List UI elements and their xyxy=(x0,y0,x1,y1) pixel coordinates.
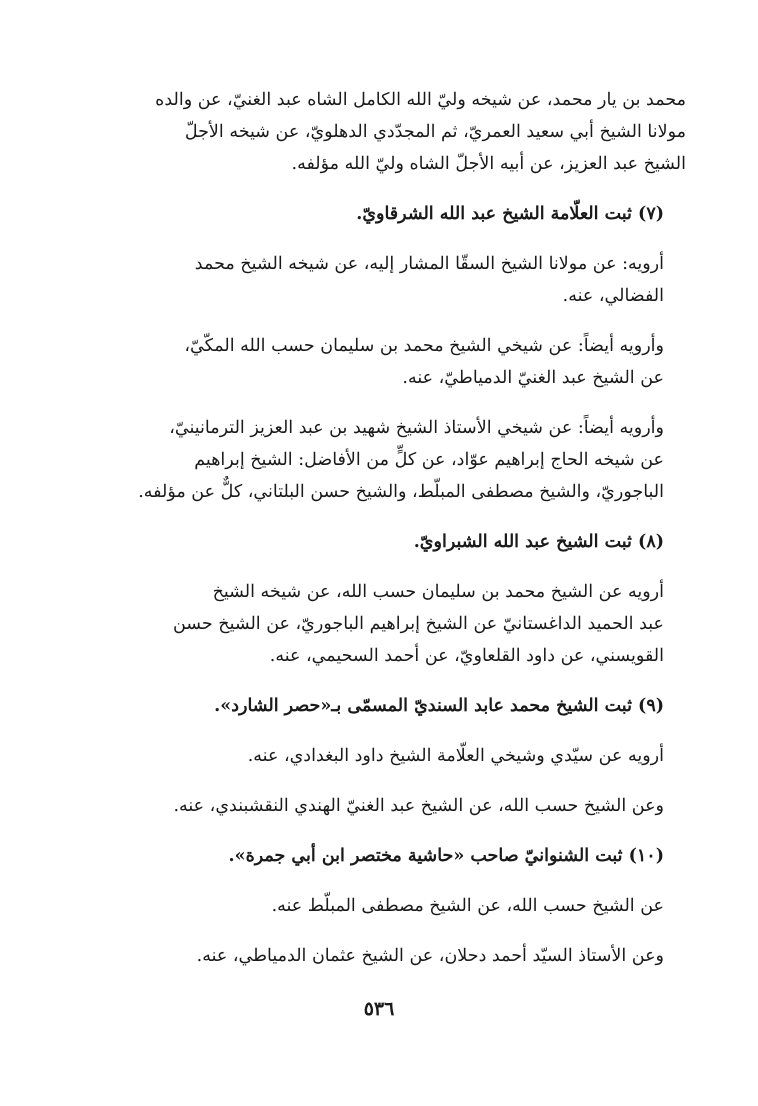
section-heading: (٩) ثبت الشيخ محمد عابد السنديّ المسمّى بـ«حصر الشارد». xyxy=(214,696,664,716)
paragraph xyxy=(78,790,686,822)
text-line: أرويه: عن مولانا الشيخ السقّا المشار إليه، عن شيخه الشيخ محمد xyxy=(194,254,664,274)
paragraph xyxy=(78,248,686,312)
paragraph xyxy=(78,412,686,508)
text-line: أرويه عن الشيخ محمد بن سليمان حسب الله، عن شيخه الشيخ xyxy=(212,582,664,602)
paragraph xyxy=(78,84,686,180)
text-line: وعن الشيخ حسب الله، عن الشيخ عبد الغنيّ الهندي النقشبندي، عنه. xyxy=(173,796,664,816)
paragraph xyxy=(78,576,686,672)
section-heading: (٨) ثبت الشيخ عبد الله الشبراويّ. xyxy=(413,532,664,552)
text-line: وعن الأستاذ السيّد أحمد دحلان، عن الشيخ عثمان الدمياطي، عنه. xyxy=(196,946,664,966)
text-line: الباجوريّ، والشيخ مصطفى المبلّط، والشيخ حسن البلتاني، كلٌّ عن مؤلفه. xyxy=(138,482,664,502)
paragraph xyxy=(78,890,686,922)
paragraph xyxy=(78,740,686,772)
text-line: عن شيخه الحاج إبراهيم عوّاد، عن كلٍّ من الأفاضل: الشيخ إبراهيم xyxy=(194,450,664,470)
page-number: ٥٣٦ xyxy=(363,998,395,1020)
paragraph xyxy=(78,330,686,394)
text-line: الشيخ عبد العزيز، عن أبيه الأجلّ الشاه وليّ الله مؤلفه. xyxy=(291,154,686,174)
text-line: وأرويه أيضاً: عن شيخي الأستاذ الشيخ شهيد بن عبد العزيز الترمانينيّ، xyxy=(169,418,664,438)
text-line: عن الشيخ حسب الله، عن الشيخ مصطفى المبلّط عنه. xyxy=(271,896,664,916)
section-heading: (٧) ثبت العلّامة الشيخ عبد الله الشرقاويّ. xyxy=(356,204,664,224)
page-body xyxy=(78,84,686,990)
text-line: القويسني، عن داود القلعاويّ، عن أحمد السحيمي، عنه. xyxy=(269,646,664,666)
text-line: الفضالي، عنه. xyxy=(562,286,664,306)
text-line: عبد الحميد الداغستانيّ عن الشيخ إبراهيم الباجوريّ، عن الشيخ حسن xyxy=(172,614,664,634)
text-line: وأرويه أيضاً: عن شيخي الشيخ محمد بن سليمان حسب الله المكّيّ، xyxy=(184,336,664,356)
text-line: أرويه عن سيّدي وشيخي العلّامة الشيخ داود البغدادي، عنه. xyxy=(247,746,664,766)
paragraph xyxy=(78,940,686,972)
text-line: مولانا الشيخ أبي سعيد العمريّ، ثم المجدّدي الدهلويّ، عن شيخه الأجلّ xyxy=(184,122,686,142)
text-line: محمد بن يار محمد، عن شيخه وليّ الله الكامل الشاه عبد الغنيّ، عن والده xyxy=(155,90,686,110)
section-heading: (١٠) ثبت الشنوانيّ صاحب «حاشية مختصر ابن أبي جمرة». xyxy=(228,846,664,866)
text-line: عن الشيخ عبد الغنيّ الدمياطيّ، عنه. xyxy=(402,368,664,388)
